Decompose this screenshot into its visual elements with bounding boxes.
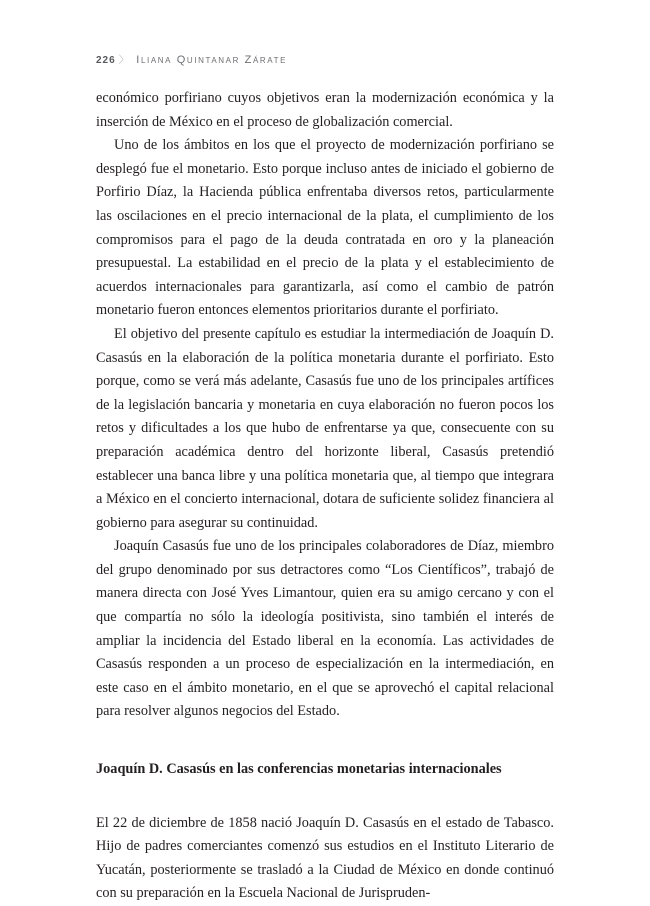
page-body (96, 87, 554, 906)
section-first-paragraph: El 22 de diciembre de 1858 nació Joaquín D. Casasús en el estado de Tabasco. Hijo de padres comerciantes comenzó sus estudios en el Instituto Literario de Yucatán, posteriormente se trasladó a la Ciudad de México en donde continuó con su preparación en la Escuela Nacional de Jurispruden- (96, 814, 554, 902)
running-header-author: Iliana Quintanar Zárate (136, 54, 288, 66)
paragraph-continuation: económico porfiriano cuyos objetivos eran la modernización económica y la inserción de México en el proceso de globalización comercial. (96, 90, 554, 130)
paragraph: Joaquín Casasús fue uno de los principales colaboradores de Díaz, miembro del grupo denominado por sus detractores como “Los Científicos”, trabajó de manera directa con José Yves Limantour, quien era su amigo cercano y con el que compartía no sólo la ideología positivista, sino también el interés de ampliar la incidencia del Estado liberal en la economía. Las actividades de Casasús responden a un proceso de especialización en la intermediación, en este caso en el ámbito monetario, en el que se aprovechó el capital relacional para resolver algunos negocios del Estado. (96, 538, 554, 720)
running-header (96, 51, 287, 66)
page-number: 226 (96, 55, 116, 66)
paragraph: El objetivo del presente capítulo es estudiar la intermediación de Joaquín D. Casasús en la elaboración de la política monetaria durante el porfiriato. Esto porque, como se verá más adelante, Casasús fue uno de los principales artífices de la legislación bancaria y monetaria en cuya elaboración no fueron pocos los retos y dificultades a los que hubo de enfrentarse ya que, consecuente con su preparación académica dentro del horizonte liberal, Casasús pretendió establecer una banca libre y una política monetaria que, al tiempo que integrara a México en el concierto internacional, dotara de suficiente solidez financiera al gobierno para asegurar su continuidad. (96, 325, 554, 531)
paragraph: Uno de los ámbitos en los que el proyecto de modernización porfiriano se desplegó fue el monetario. Esto porque incluso antes de iniciado el gobierno de Porfirio Díaz, la Hacienda pública enfrentaba diversos retos, particularmente las oscilaciones en el precio internacional de la plata, el cumplimiento de los compromisos para el pago de la deuda contratada en oro y la planeación presupuestal. La estabilidad en el precio de la plata y el establecimiento de acuerdos internacionales para garantizarla, así como el cambio de patrón monetario fueron entonces elementos prioritarios durante el porfiriato. (96, 137, 554, 319)
section-heading: Joaquín D. Casasús en las conferencias monetarias internacionales (96, 761, 502, 778)
header-separator: 〉 (118, 55, 131, 66)
